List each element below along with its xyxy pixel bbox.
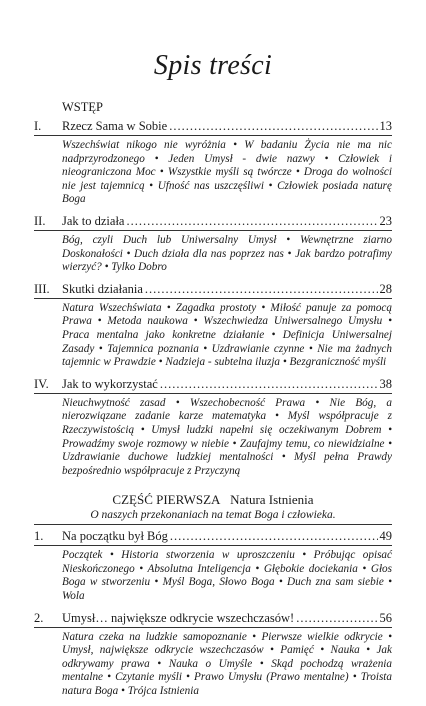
entry-number: IV. [34,376,49,391]
toc-entry-header [34,214,392,231]
toc-entry[interactable] [34,214,392,275]
entry-description: Bóg, czyli Duch lub Uniwersalny Umysł • Wewnętrzne ziarno Doskonałości • Duch działa dla nas poprzez nas • Jak bardzo potrafimy wierzyć? • Tylko Dobro [62,233,392,274]
dot-leader [160,377,378,392]
entry-page-number: 49 [379,529,392,544]
part-heading [34,492,392,521]
entry-description: Początek • Historia stworzenia w uproszczeniu • Próbując opisać Nieskończonego • Absolutna Inteligencja • Głębokie dociekania • Głos Boga w stworzeniu • Myśl Boga, Słowo Boga • Duch zna sam siebie • Wola [62,549,392,603]
entry-title: Jak to wykorzystać [62,376,158,391]
entry-number: 1. [34,529,44,544]
divider [34,524,392,525]
entry-page-number: 28 [379,281,392,296]
entry-description: Natura czeka na ludzkie samopoznanie • Pierwsze wielkie odkrycie • Umysł, największe odkrycie wszechczasów • Pamięć • Nauka • Jak odkrywamy prawa • Nauka o Umyśle • Skąd pochodzą wrażenia mentalne • Czytanie myśli • Prawo Umysłu (Prawo mentalne) • Troista natura Boga • Trójca Istnienia [62,630,392,698]
entry-description: Natura Wszechświata • Zagadka prostoty • Miłość panuje za pomocą Prawa • Metoda naukowa • Wszechwiedza Uniwersalnego Umysłu • Praca mentalna jako konkretne działanie • Definicja Uniwersalnej Zasady • Tajemnica poznania • Uzdrawianie czynne • Nie ma żadnych tajemnic w Prawdzie • Nadzieja - subtelna iluzja • Bezgraniczność myśli [62,301,392,369]
entry-title: Jak to działa [62,213,125,228]
part-title [34,492,392,508]
dot-leader [170,529,378,544]
toc-entry-header [34,282,392,299]
entry-description: Nieuchwytność zasad • Wszechobecność Prawa • Nie Bóg, a nierozwiązane zadanie karze matematyka • Myśl współpracuje z Rzeczywistością • Umysł ludzki napełni się oczekiwanym Dobrem • Prowadźmy swoje rozmowy w niebie • Zaufajmy temu, co niewidzialne • Uzdrawianie duchowe ludzkiej mentalności • Myśl pełna Prawdy bezpośrednio współpracuje z Przyczyną [62,396,392,477]
dot-leader [126,214,377,229]
dot-leader [169,119,377,134]
part-label: CZĘŚĆ PIERWSZA [112,492,221,508]
toc-entry-header [34,611,392,628]
entry-title: Rzecz Sama w Sobie [62,119,168,133]
page-title: Spis treści [153,50,273,81]
entry-page-number: 23 [379,213,392,228]
entry-number: II. [34,213,46,228]
toc-entry[interactable] [34,119,392,207]
entry-page-number: 13 [379,119,392,133]
entry-title: Na początku był Bóg [62,529,168,544]
part-subtitle: O naszych przekonaniach na temat Boga i człowieka. [90,509,336,522]
toc-entry[interactable] [34,282,392,370]
section-label-intro: WSTĘP [62,100,103,114]
entry-number: 2. [34,610,44,625]
entry-description: Wszechświat nikogo nie wyróżnia • W badaniu Życia nie ma nic nadprzyrodzonego • Jeden Umysł - dwie nazwy • Człowiek i nieograniczona Moc • Wszystkie myśli są twórcze • Droga do wolności nie jest tajemnicą • Ufność nas uszczęśliwi • Człowiek posiada naturę Boga [62,139,392,206]
toc-entry[interactable] [34,611,392,699]
entry-title: Umysł… największe odkrycie wszechczasów! [62,610,295,625]
toc-entry-header [34,529,392,546]
entry-number: III. [34,281,50,296]
entry-number: I. [34,119,42,133]
toc-entry-header [34,119,392,136]
entry-page-number: 38 [379,376,392,391]
toc-entry[interactable] [34,377,392,479]
toc-entry[interactable] [34,529,392,603]
table-of-contents [34,100,392,706]
dot-leader [296,611,377,626]
entry-title: Skutki działania [62,281,143,296]
toc-entry-header [34,377,392,394]
dot-leader [145,282,378,297]
part-name: Natura Istnienia [230,492,314,508]
entry-page-number: 56 [379,610,392,625]
